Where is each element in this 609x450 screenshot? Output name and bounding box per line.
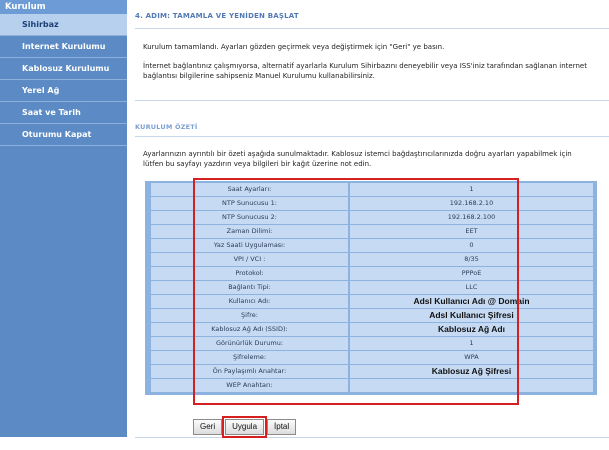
- table-row: [147, 211, 595, 224]
- main-content: [127, 0, 609, 450]
- row-value: 8/35: [350, 253, 593, 266]
- sidebar-item[interactable]: Oturumu Kapat: [0, 124, 127, 146]
- table-row: [147, 239, 595, 252]
- step-text-1: Kurulum tamamlandı. Ayarları gözden geçirmek veya değiştirmek için "Geri" ye basın.: [143, 43, 445, 51]
- cancel-button[interactable]: İptal: [267, 419, 296, 435]
- row-label: Görünürlük Durumu:: [151, 337, 348, 350]
- table-row: [147, 183, 595, 196]
- row-value: Adsl Kullanıcı Şifresi: [350, 309, 593, 322]
- sidebar-item[interactable]: Internet Kurulumu: [0, 36, 127, 58]
- row-value: PPPoE: [350, 267, 593, 280]
- row-label: Kablosuz Ağ Adı (SSID):: [151, 323, 348, 336]
- table-row: [147, 365, 595, 378]
- sidebar-item[interactable]: Sihirbaz: [0, 14, 127, 36]
- row-value: WPA: [350, 351, 593, 364]
- sidebar-item[interactable]: Kablosuz Kurulumu: [0, 58, 127, 80]
- table-row: [147, 323, 595, 336]
- row-label: Bağlantı Tipi:: [151, 281, 348, 294]
- sidebar: [0, 0, 127, 437]
- row-value: EET: [350, 225, 593, 238]
- row-label: Protokol:: [151, 267, 348, 280]
- divider: [135, 136, 609, 137]
- row-value: 1: [350, 337, 593, 350]
- row-value: Adsl Kullanıcı Adı @ Domain: [350, 295, 593, 308]
- table-row: [147, 253, 595, 266]
- summary-table: [145, 181, 597, 395]
- row-label: Saat Ayarları:: [151, 183, 348, 196]
- button-bar: [193, 419, 296, 435]
- apply-button[interactable]: Uygula: [225, 419, 264, 435]
- table-row: [147, 225, 595, 238]
- row-label: Şifre:: [151, 309, 348, 322]
- table-row: [147, 337, 595, 350]
- row-value: 192.168.2.100: [350, 211, 593, 224]
- table-row: [147, 379, 595, 392]
- row-label: Şifreleme:: [151, 351, 348, 364]
- row-value: 1: [350, 183, 593, 196]
- table-row: [147, 267, 595, 280]
- row-value: Kablosuz Ağ Adı: [350, 323, 593, 336]
- row-label: Kullanıcı Adı:: [151, 295, 348, 308]
- sidebar-header: Kurulum: [0, 0, 127, 14]
- row-value: LLC: [350, 281, 593, 294]
- table-row: [147, 281, 595, 294]
- row-label: Zaman Dilimi:: [151, 225, 348, 238]
- row-label: Ön Paylaşımlı Anahtar:: [151, 365, 348, 378]
- divider: [135, 100, 609, 101]
- table-row: [147, 197, 595, 210]
- divider: [135, 437, 609, 438]
- sidebar-item[interactable]: Yerel Ağ: [0, 80, 127, 102]
- sidebar-item[interactable]: Saat ve Tarih: [0, 102, 127, 124]
- row-value: 192.168.2.10: [350, 197, 593, 210]
- step-title: 4. ADIM: TAMAMLA VE YENİDEN BAŞLAT: [135, 12, 299, 20]
- row-label: WEP Anahtarı:: [151, 379, 348, 392]
- table-row: [147, 309, 595, 322]
- back-button[interactable]: Geri: [193, 419, 222, 435]
- row-label: NTP Sunucusu 1:: [151, 197, 348, 210]
- row-value: 0: [350, 239, 593, 252]
- row-value: Kablosuz Ağ Şifresi: [350, 365, 593, 378]
- step-text-2: İnternet bağlantınız çalışmıyorsa, alternatif ayarlarla Kurulum Sihirbazını deneyebilir veya ISS'iniz tarafından sağlanan internet bağlantısı bilgilerine sahipseniz Manuel Kurulumu kullanabilirsiniz.: [143, 62, 587, 80]
- divider: [135, 28, 609, 29]
- row-label: VPI / VCI :: [151, 253, 348, 266]
- row-label: Yaz Saati Uygulaması:: [151, 239, 348, 252]
- table-row: [147, 295, 595, 308]
- row-label: NTP Sunucusu 2:: [151, 211, 348, 224]
- summary-title: KURULUM ÖZETİ: [135, 123, 198, 131]
- summary-text: Ayarlarınızın ayrıntılı bir özeti aşağıda sunulmaktadır. Kablosuz istemci bağdaştırıcılarınızda doğru ayarları yapabilmek için lütfen bu sayfayı yazdırın veya bilgileri bir kağıt üzerine not edin.: [143, 150, 572, 168]
- table-row: [147, 351, 595, 364]
- row-value: [350, 379, 593, 392]
